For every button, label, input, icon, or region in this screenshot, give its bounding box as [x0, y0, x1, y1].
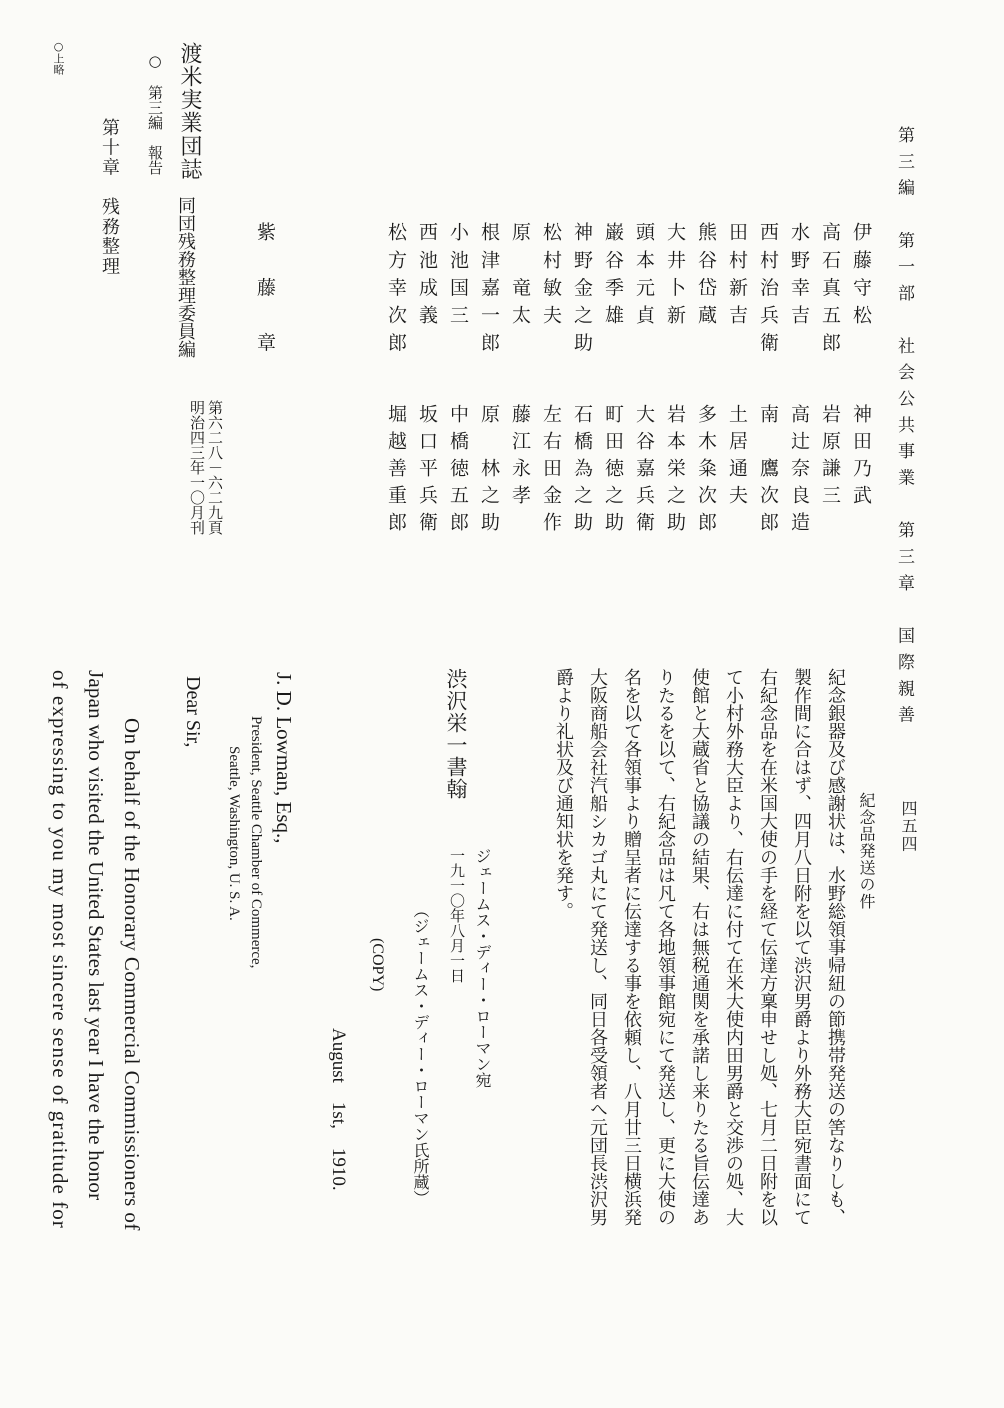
name-23: 多木粂次郎 [695, 404, 717, 539]
date-en: August 1st, 1910. [328, 1028, 349, 1191]
name-13: 根津嘉一郎 [478, 222, 500, 360]
paragraph-line-4: て小村外務大臣より、右伝達に付て在米大使内田男爵と交渉の処、大 [723, 668, 744, 1226]
name-19: 岩原謙三 [819, 404, 841, 512]
section-heading: 紀念品発送の件 [857, 792, 876, 910]
name-11: 松村敏夫 [540, 222, 562, 333]
name-1: 伊藤守松 [850, 222, 872, 333]
omission-mark: ○上略 [52, 40, 65, 75]
letter-address: ジェームス・ディー・ローマン宛 [473, 848, 492, 1088]
name-33: 堀越善重郎 [385, 404, 407, 539]
name-24: 岩本栄之助 [664, 404, 686, 539]
paragraph-line-8: 大阪商船会社汽船シカゴ丸にて発送し、同日各受領者へ元団長渋沢男 [587, 668, 608, 1226]
salutation: Dear Sir, [182, 676, 204, 748]
name-3: 水野幸吉 [788, 222, 810, 333]
name-4: 西村治兵衛 [757, 222, 779, 360]
paragraph-line-5: 使館と大蔵省と協議の結果、右は無税通関を承諾し来りたる旨伝達あ [689, 668, 710, 1226]
name-30: 原 林之助 [478, 404, 500, 539]
name-31: 中橋徳五郎 [447, 404, 469, 539]
name-22: 土居通夫 [726, 404, 748, 512]
letter-date-jp: 一九一〇年八月一日 [448, 848, 466, 983]
paragraph-line-2: 製作間に合はず、四月八日附を以て渋沢男爵より外務大臣宛書面にて [791, 668, 812, 1226]
name-21: 南 鷹次郎 [757, 404, 779, 539]
name-20: 高辻奈良造 [788, 404, 810, 539]
body-line-2: Japan who visited the United States last year I have the honor [84, 670, 108, 1201]
name-28: 左右田金作 [540, 404, 562, 539]
name-5: 田村新吉 [726, 222, 748, 333]
name-8: 頭本元貞 [633, 222, 655, 333]
page-number: 四五四 [899, 800, 918, 853]
addressee-title: President, Seattle Chamber of Commerce, [248, 716, 264, 969]
source-date: 明治四三年一〇月刊 [188, 400, 206, 535]
name-9: 巌谷季雄 [602, 222, 624, 333]
name-7: 大井卜新 [664, 222, 686, 333]
name-25: 大谷嘉兵衛 [633, 404, 655, 539]
letter-holder: （ジェームス・ディー・ローマン氏所蔵） [411, 902, 430, 1206]
name-29: 藤江永孝 [509, 404, 531, 512]
name-17: 紫 藤 章 [254, 222, 276, 360]
book-title: 渡米実業団誌 [177, 42, 202, 181]
name-16: 松方幸次郎 [385, 222, 407, 360]
section-line: ○ 第三編 報告 [146, 52, 164, 175]
running-head: 第三編 第一部 社会公共事業 第三章 国際親善 [894, 126, 914, 733]
name-12: 原 竜太 [509, 222, 531, 333]
chapter-line: 第十章 残務整理 [99, 118, 120, 277]
addressee-name: J. D. Lowman, Esq., [272, 672, 296, 844]
source-pages: 第六二八－六二九頁 [206, 400, 224, 535]
addressee-city: Seattle, Washington, U. S. A. [226, 746, 242, 921]
body-line-1: On behalf of the Honorary Commercial Commissioners of [120, 718, 144, 1231]
copy-mark: (COPY) [369, 938, 386, 992]
name-14: 小池国三 [447, 222, 469, 333]
name-10: 神野金之助 [571, 222, 593, 360]
paragraph-line-9: 爵より礼状及び通知状を発す。 [553, 668, 574, 920]
paragraph-line-6: りたるを以て、右紀念品は凡て各地領事館宛にて発送し、更に大使の [655, 668, 676, 1226]
paragraph-line-1: 紀念銀器及び感謝状は、水野総領事帰紐の節携帯発送の筈なりしも、 [825, 668, 846, 1226]
paragraph-line-7: 名を以て各領事より贈呈者に伝達する事を依頼し、八月廿三日横浜発 [621, 668, 642, 1226]
name-32: 坂口平兵衛 [416, 404, 438, 539]
paragraph-line-3: 右紀念品を在米国大使の手を経て伝達方稟申せし処、七月二日附を以 [757, 668, 778, 1226]
book-subtitle: 同団残務整理委員編 [175, 196, 196, 358]
name-15: 西池成義 [416, 222, 438, 333]
name-2: 高石真五郎 [819, 222, 841, 360]
body-line-3: of expressing to you my most sincere sense of gratitude for [48, 670, 72, 1229]
name-6: 熊谷岱蔵 [695, 222, 717, 333]
name-18: 神田乃武 [850, 404, 872, 512]
letter-title: 渋沢栄一書翰 [444, 668, 468, 801]
name-26: 町田徳之助 [602, 404, 624, 539]
name-27: 石橋為之助 [571, 404, 593, 539]
